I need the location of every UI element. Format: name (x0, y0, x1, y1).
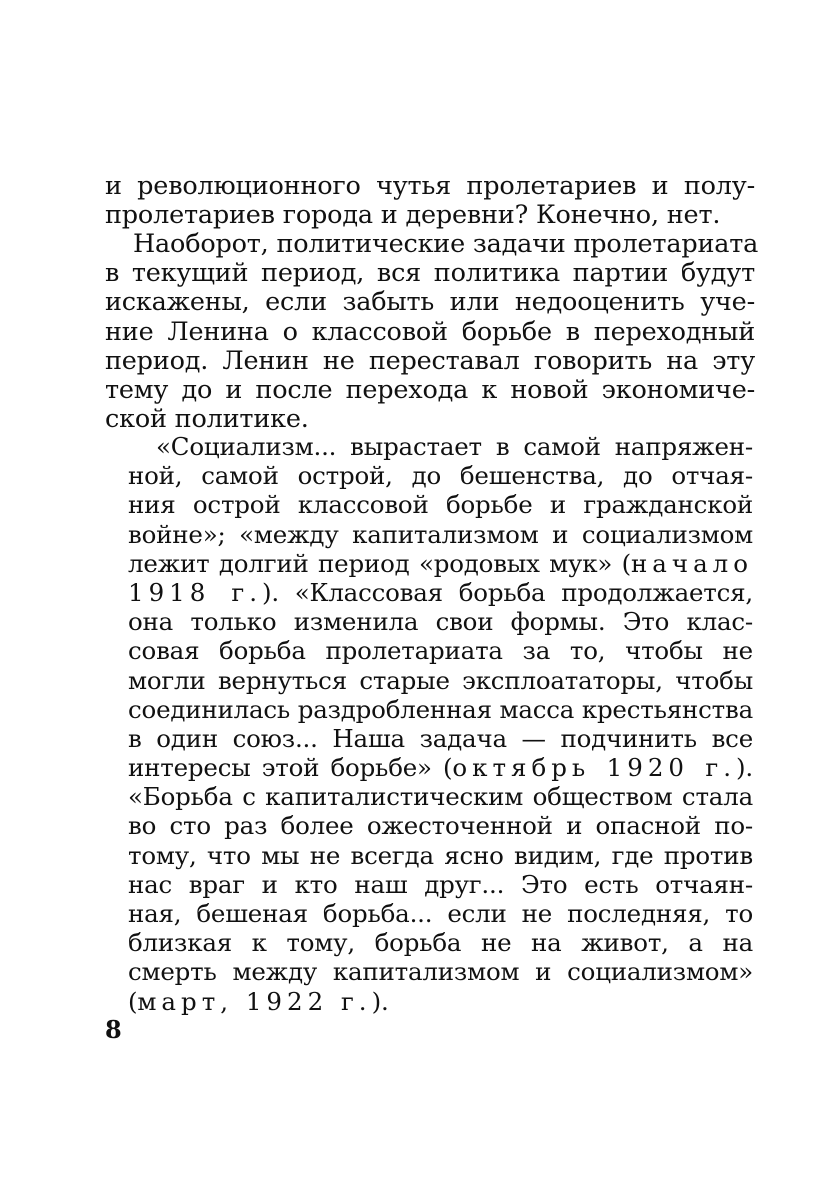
page-number: 8 (105, 1015, 122, 1044)
text-line: близкая к тому, борьба не на живот, а на (128, 928, 753, 958)
text-line: ние Ленина о классовой борьбе в переходный (105, 316, 755, 347)
text-line: она только изменила свои формы. Это клас- (128, 607, 753, 637)
text-line: Наоборот, политические задачи пролетариата (133, 229, 759, 259)
text-line (128, 549, 753, 578)
text-line: и революционного чутья пролетариев и полу- (105, 171, 755, 201)
text-fragment: ). «Классовая борьба продолжается, (262, 577, 753, 607)
date-spaced: март, 1922 г. (137, 986, 372, 1016)
text-line: ной, самой острой, до бешенства, до отчая- (128, 461, 753, 491)
text-fragment: лежит долгий период «родовых мук» ( (128, 548, 631, 578)
text-line (128, 578, 753, 607)
text-line (128, 987, 753, 1016)
text-line (128, 753, 753, 782)
text-line: во сто раз более ожесточенной и опасной по- (128, 811, 753, 841)
text-line: пролетариев города и деревни? Конечно, нет. (105, 200, 721, 231)
text-line: соединилась раздробленная масса крестьянства (128, 694, 753, 724)
text-line: искажены, если забыть или недооценить уче- (105, 287, 755, 318)
text-line: ная, бешеная борьба... если не последняя, то (128, 899, 753, 928)
text-line: период. Ленин не переставал говорить на эту (105, 345, 755, 376)
text-line: нас враг и кто наш друг... Это есть отчаян- (128, 869, 753, 899)
text-line: войне»; «между капитализмом и социализмом (128, 519, 753, 549)
text-line: в текущий период, вся политика партии будут (105, 258, 755, 289)
date-spaced: октябрь 1920 г. (452, 753, 737, 783)
lenin-quote (128, 432, 753, 1016)
paragraph-2 (105, 229, 759, 435)
text-line: в один союз... Наша задача — подчинить все (128, 723, 753, 753)
text-line: «Социализм... вырастает в самой напряжен- (156, 432, 753, 461)
text-line: могли вернуться старые эксплоататоры, чтобы (128, 665, 753, 695)
text-fragment: ( (128, 986, 138, 1016)
date-spaced: 1918 г. (128, 577, 262, 607)
text-line: ской политике. (105, 404, 309, 435)
text-line: совая борьба пролетариата за то, чтобы не (128, 636, 753, 666)
text-fragment: ). (736, 753, 753, 783)
date-spaced: начало (630, 548, 753, 578)
text-line: тому, что мы не всегда ясно видим, где против (128, 840, 753, 870)
text-line: смерть между капитализмом и социализмом» (128, 957, 753, 987)
text-line: тему до и после перехода к новой экономиче- (105, 374, 755, 405)
text-line: ния острой классовой борьбе и гражданской (128, 490, 753, 520)
text-fragment: ). (371, 986, 389, 1016)
text-fragment: интересы этой борьбе» ( (128, 753, 453, 783)
continuation-paragraph (105, 172, 755, 230)
text-line: «Борьба с капиталистическим обществом стала (128, 782, 753, 812)
